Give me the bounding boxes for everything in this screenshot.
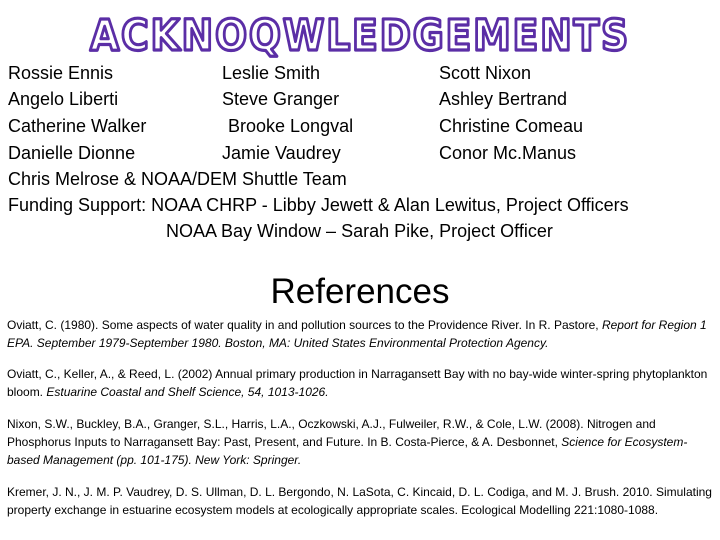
ack-name: Ashley Bertrand: [439, 89, 568, 109]
ack-name: Rossie Ennis: [8, 63, 114, 83]
shuttle-team: Chris Melrose & NOAA/DEM Shuttle Team: [8, 169, 347, 189]
ack-name: Catherine Walker: [8, 116, 147, 136]
reference-item: [7, 415, 713, 469]
references-heading: References: [270, 272, 450, 311]
ack-name: Jamie Vaudrey: [222, 143, 341, 163]
ack-name: Christine Comeau: [439, 116, 584, 136]
ack-name: Danielle Dionne: [8, 143, 136, 163]
reference-text: Kremer, J. N., J. M. P. Vaudrey, D. S. Ullman, D. L. Bergondo, N. LaSota, C. Kincaid, D. L. Codiga, and M. J. Brush. 2010. Simulating property exchange in estuarine ecosystem models at ecologically appropriate scales. Ecological Modelling 221:1080-1088.: [7, 485, 712, 517]
funding-support: Funding Support: NOAA CHRP - Libby Jewett & Alan Lewitus, Project Officers: [8, 195, 629, 215]
funding-support-bay-window: NOAA Bay Window – Sarah Pike, Project Officer: [166, 221, 553, 241]
reference-item: [7, 365, 713, 401]
reference-italic: Science for Ecosystem-based Management (pp. 101-175). New York: Springer.: [7, 435, 688, 467]
reference-italic: Report for Region 1 EPA. September 1979-September 1980. Boston, MA: United States Environmental Protection Agency.: [7, 318, 707, 350]
ack-name: Scott Nixon: [439, 63, 532, 83]
reference-text: Oviatt, C., Keller, A., & Reed, L. (2002) Annual primary production in Narragansett Bay with no bay-wide winter-spring phytoplankton bloom.: [7, 367, 708, 399]
wordart-title: [0, 4, 720, 58]
reference-text: Oviatt, C. (1980). Some aspects of water quality in and pollution sources to the Providence River. In R. Pastore,: [7, 318, 602, 332]
ack-name: Angelo Liberti: [8, 89, 119, 109]
reference-italic: Estuarine Coastal and Shelf Science, 54, 1013-1026.: [46, 385, 329, 399]
reference-item: [7, 316, 713, 352]
ack-name: Brooke Longval: [228, 116, 354, 136]
title-text: ACKNOQWLEDGEMENTS: [90, 11, 630, 58]
reference-text: Nixon, S.W., Buckley, B.A., Granger, S.L., Harris, L.A., Oczkowski, A.J., Fulweiler, R.W., & Cole, L.W. (2008). Nitrogen and Phosphorus Inputs to Narragansett Bay: Past, Present, and Future. In B. Costa-Pierce, & A. Desbonnet,: [7, 417, 656, 449]
reference-item: [7, 483, 713, 519]
ack-name: Leslie Smith: [222, 63, 321, 83]
ack-name: Conor Mc.Manus: [439, 143, 577, 163]
ack-name: Steve Granger: [222, 89, 340, 109]
